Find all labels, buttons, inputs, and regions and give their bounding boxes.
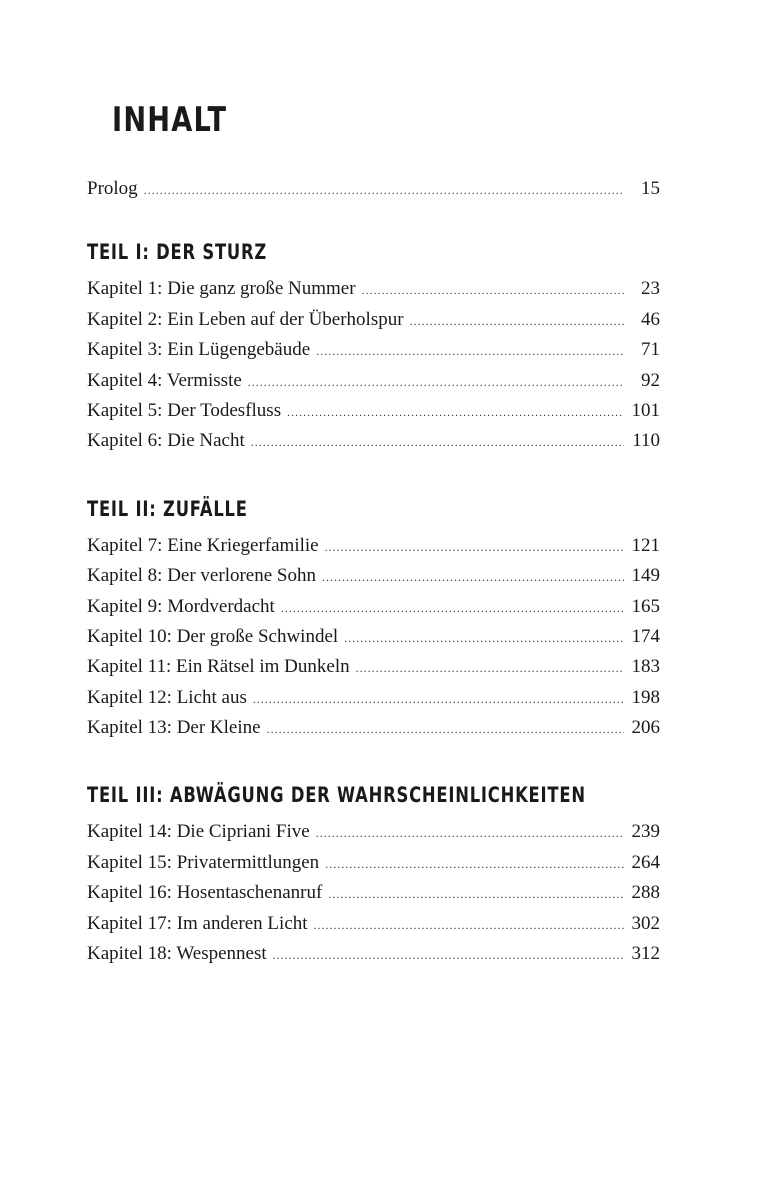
toc-entry[interactable] (87, 335, 660, 365)
page-title: INHALT (112, 100, 228, 140)
dot-leader (325, 849, 623, 879)
toc-page-number: 288 (631, 882, 660, 904)
toc-page-number: 149 (631, 565, 660, 587)
toc-entry-label: Kapitel 4: Vermisste (87, 369, 242, 391)
toc-page-number: 206 (631, 717, 660, 739)
toc-entry[interactable] (87, 939, 660, 969)
toc-entry-label: Kapitel 14: Die Cipriani Five (87, 821, 310, 843)
toc-page-number: 23 (641, 278, 660, 300)
toc-entry-label: Kapitel 16: Hosentaschenanruf (87, 882, 323, 904)
dot-leader (410, 306, 624, 336)
dot-leader (356, 653, 624, 683)
dot-leader (325, 532, 624, 562)
dot-leader (281, 593, 624, 623)
toc-entry-label: Kapitel 11: Ein Rätsel im Dunkeln (87, 656, 350, 678)
toc-page-number: 264 (631, 851, 660, 873)
toc-entry-label: Kapitel 3: Ein Lügengebäude (87, 339, 311, 361)
toc-entry-label: Kapitel 7: Eine Kriegerfamilie (87, 534, 319, 556)
dot-leader (144, 175, 624, 205)
toc-entry-label: Kapitel 5: Der Todesfluss (87, 399, 282, 421)
toc-page-number: 239 (631, 821, 660, 843)
toc-entry-label: Kapitel 1: Die ganz große Nummer (87, 278, 356, 300)
toc-entry[interactable] (87, 652, 660, 682)
toc-entry-label: Kapitel 10: Der große Schwindel (87, 625, 339, 647)
dot-leader (322, 562, 624, 592)
toc-entry-label: Kapitel 18: Wespennest (87, 943, 267, 965)
dot-leader (316, 818, 624, 848)
table-of-contents (87, 174, 660, 969)
toc-entry-label: Kapitel 17: Im anderen Licht (87, 912, 308, 934)
toc-entry[interactable] (87, 848, 660, 878)
toc-page-number: 312 (631, 943, 660, 965)
toc-entry[interactable] (87, 531, 660, 561)
toc-entry[interactable] (87, 396, 660, 426)
dot-leader (253, 684, 624, 714)
toc-page-number: 110 (632, 430, 660, 452)
toc-page-number: 71 (641, 339, 660, 361)
toc-page-number: 183 (631, 656, 660, 678)
toc-page-number: 174 (631, 625, 660, 647)
toc-entry[interactable] (87, 305, 660, 335)
part-heading-3: TEIL III: ABWÄGUNG DER WAHRSCHEINLICHKEITEN (87, 783, 586, 808)
toc-page-number: 165 (631, 595, 660, 617)
dot-leader (328, 879, 623, 909)
toc-entry[interactable] (87, 878, 660, 908)
dot-leader (273, 940, 624, 970)
toc-page-number: 302 (631, 912, 660, 934)
toc-entry-label: Kapitel 8: Der verlorene Sohn (87, 565, 316, 587)
toc-entry[interactable] (87, 622, 660, 652)
toc-entry[interactable] (87, 683, 660, 713)
toc-entry[interactable] (87, 561, 660, 591)
toc-entry[interactable] (87, 909, 660, 939)
dot-leader (314, 910, 624, 940)
toc-entry[interactable] (87, 426, 660, 456)
dot-leader (344, 623, 623, 653)
toc-entry-label: Kapitel 2: Ein Leben auf der Überholspur (87, 308, 404, 330)
toc-entry-prolog[interactable] (87, 174, 660, 204)
dot-leader (287, 397, 623, 427)
dot-leader (248, 367, 624, 397)
dot-leader (267, 714, 624, 744)
toc-entry-label: Kapitel 15: Privatermittlungen (87, 851, 320, 873)
toc-page-number: 15 (641, 178, 660, 199)
toc-entry-label: Kapitel 6: Die Nacht (87, 430, 245, 452)
toc-entry[interactable] (87, 592, 660, 622)
dot-leader (251, 427, 624, 457)
toc-entry-label: Kapitel 13: Der Kleine (87, 717, 261, 739)
toc-page-number: 92 (641, 369, 660, 391)
toc-entry-label: Kapitel 9: Mordverdacht (87, 595, 275, 617)
toc-page-number: 198 (631, 686, 660, 708)
toc-entry[interactable] (87, 366, 660, 396)
toc-entry[interactable] (87, 817, 660, 847)
toc-page-number: 46 (641, 308, 660, 330)
toc-entry[interactable] (87, 713, 660, 743)
toc-entry[interactable] (87, 274, 660, 304)
part-heading-2: TEIL II: ZUFÄLLE (87, 496, 248, 521)
toc-entry-label: Kapitel 12: Licht aus (87, 686, 247, 708)
toc-page-number: 101 (631, 399, 660, 421)
part-heading-1: TEIL I: DER STURZ (87, 240, 268, 265)
toc-page-number: 121 (631, 534, 660, 556)
dot-leader (316, 336, 624, 366)
dot-leader (362, 275, 624, 305)
toc-entry-label: Prolog (87, 178, 138, 199)
